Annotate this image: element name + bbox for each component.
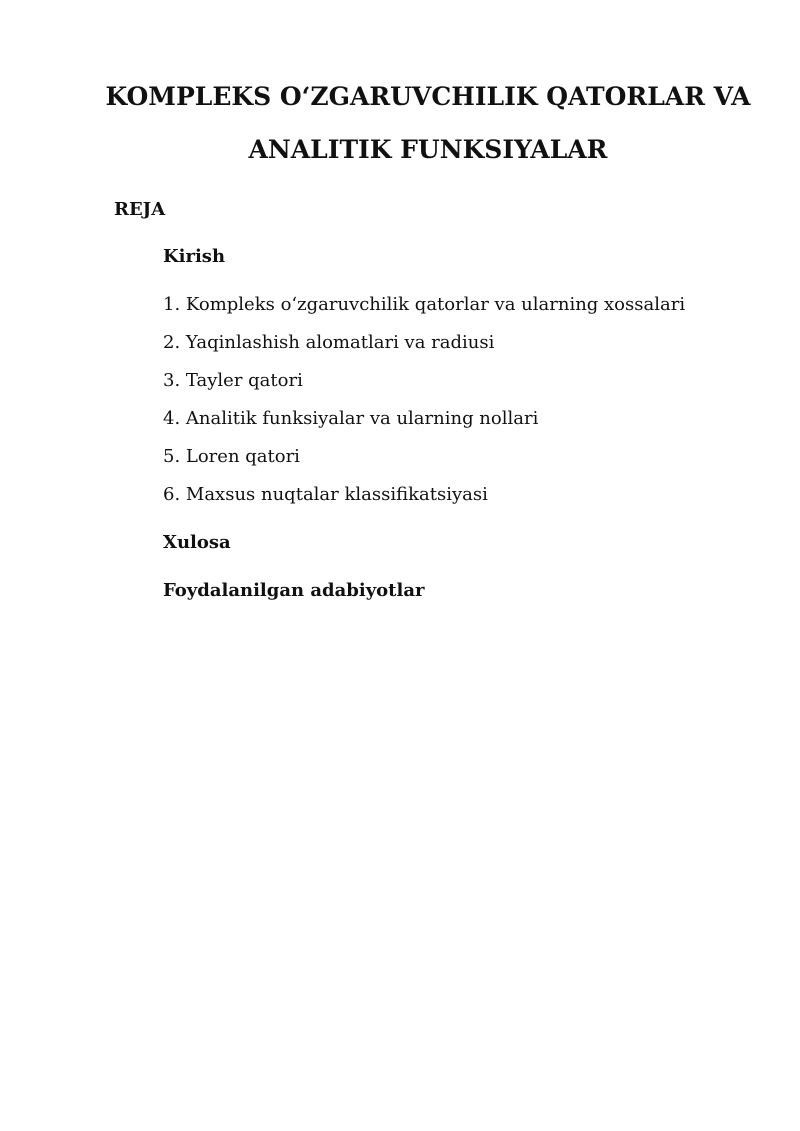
plan-outline [163,245,783,627]
plan-item-6: 6. Maxsus nuqtalar klassifikatsiyasi [163,484,488,505]
plan-references: Foydalanilgan adabiyotlar [163,580,425,601]
plan-item-4: 4. Analitik funksiyalar va ularning nollari [163,408,539,429]
plan-conclusion: Xulosa [163,532,231,553]
plan-heading: REJA [114,199,166,220]
plan-item-3: 3. Tayler qatori [163,370,303,391]
plan-item-5: 5. Loren qatori [163,446,300,467]
plan-intro: Kirish [163,246,226,267]
plan-item-1: 1. Kompleks o‘zgaruvchilik qatorlar va ularning xossalari [163,294,686,315]
plan-item-2: 2. Yaqinlashish alomatlari va radiusi [163,332,495,353]
document-title-line-2: ANALITIK FUNKSIYALAR [248,135,608,164]
plan-list [163,293,783,507]
document-title-line-1: KOMPLEKS O‘ZGARUVCHILIK QATORLAR VA [105,82,751,111]
